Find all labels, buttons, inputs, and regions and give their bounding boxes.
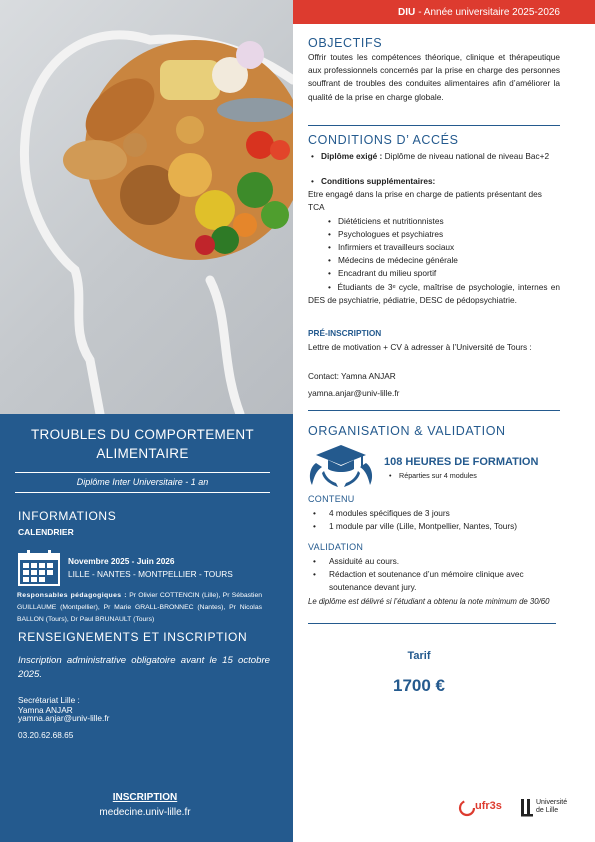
ufr3s-logo bbox=[458, 797, 510, 819]
conditions-heading: CONDITIONS D’ ACCÉS bbox=[308, 133, 459, 147]
secretariat-phone: 03.20.62.68.65 bbox=[18, 730, 74, 740]
calendrier-heading: CALENDRIER bbox=[18, 527, 74, 537]
universite-line2: de Lille bbox=[536, 807, 559, 814]
list-item bbox=[328, 228, 443, 241]
renseignements-heading: RENSEIGNEMENTS ET INSCRIPTION bbox=[18, 630, 248, 644]
contact-email[interactable]: yamna.anjar@univ-lille.fr bbox=[308, 388, 400, 398]
responsables-label: Responsables pédagogiques : bbox=[17, 592, 127, 599]
bullet-icon: • bbox=[313, 569, 316, 579]
bullet-icon: • bbox=[328, 255, 331, 265]
academic-year: - Année universitaire 2025-2026 bbox=[418, 6, 560, 18]
list-item bbox=[313, 568, 563, 594]
list-item-text: 4 modules spécifiques de 3 jours bbox=[329, 508, 450, 518]
bullet-icon: • bbox=[328, 229, 331, 239]
bullet-icon: • bbox=[313, 556, 316, 566]
divider bbox=[308, 410, 560, 411]
divider bbox=[15, 492, 270, 493]
secretariat-email[interactable]: yamna.anjar@univ-lille.fr bbox=[18, 713, 110, 723]
divider bbox=[308, 125, 560, 126]
tarif-label: Tarif bbox=[407, 650, 431, 662]
validation-heading: VALIDATION bbox=[308, 542, 364, 552]
list-item bbox=[313, 507, 450, 520]
info-panel bbox=[0, 414, 293, 842]
list-item bbox=[328, 267, 436, 280]
calendar-icon bbox=[18, 550, 60, 586]
informations-heading: INFORMATIONS bbox=[18, 509, 117, 523]
secretariat-label: Secrétariat Lille : bbox=[18, 695, 80, 705]
engaged-text: Etre engagé dans la prise en charge de patients présentant des TCA bbox=[308, 189, 542, 212]
hours-subtext: Réparties sur 4 modules bbox=[399, 471, 477, 480]
list-item bbox=[328, 254, 458, 267]
ufr3s-text: ufr3s bbox=[475, 800, 502, 812]
tarif-price: 1700 € bbox=[393, 676, 445, 695]
responsables-text: Pr Olivier COTTENCIN (Lille), Pr Sébastien GUILLAUME (Montpellier), Pr Marie GRALL-BRONNEC (Nantes), Pr Nicolas BALLON (Tours), Dr Paul BRUNAULT (Tours) bbox=[17, 592, 263, 623]
diplome-label: Diplôme exigé : bbox=[321, 151, 383, 161]
bullet-icon: • bbox=[311, 151, 314, 161]
diplome-item bbox=[311, 150, 561, 163]
divider bbox=[308, 623, 556, 624]
bullet-icon: • bbox=[313, 521, 316, 531]
ufr3s-emblem-icon bbox=[458, 799, 476, 817]
left-column bbox=[0, 0, 293, 842]
list-item bbox=[328, 215, 444, 228]
secretariat-name: Yamna ANJAR bbox=[18, 705, 73, 715]
graduation-cap-icon bbox=[306, 443, 376, 489]
bullet-icon: • bbox=[328, 268, 331, 278]
diu-label: DIU bbox=[398, 6, 416, 18]
website-link[interactable]: medecine.univ-lille.fr bbox=[99, 807, 191, 818]
inscription-note: Inscription administrative obligatoire avant le 15 octobre 2025. bbox=[18, 655, 270, 680]
lille-emblem-icon bbox=[520, 799, 534, 817]
list-item bbox=[313, 555, 399, 568]
list-item-text: Encadrant du milieu sportif bbox=[338, 268, 437, 278]
calendar-dates: Novembre 2025 - Juin 2026 bbox=[68, 556, 175, 566]
universite-lille-logo bbox=[520, 797, 580, 819]
validation-note: Le diplôme est délivré si l’étudiant a obtenu la note minimum de 30/60 bbox=[308, 597, 550, 606]
bullet-icon: • bbox=[389, 471, 392, 480]
objectifs-heading: OBJECTIFS bbox=[308, 36, 383, 50]
supp-label: Conditions supplémentaires: bbox=[321, 176, 436, 186]
bullet-icon: • bbox=[328, 216, 331, 226]
list-item bbox=[328, 241, 454, 254]
organisation-heading: ORGANISATION & VALIDATION bbox=[308, 424, 506, 438]
program-subtitle: Diplôme Inter Universitaire - 1 an bbox=[76, 477, 209, 487]
list-item-text: 1 module par ville (Lille, Montpellier, Nantes, Tours) bbox=[329, 521, 517, 531]
students-text: Étudiants de 3ᵉ cycle, maîtrise de psychologie, internes en DES de psychiatrie, pédiatrie, DESC de pédopsychiatrie. bbox=[308, 282, 561, 305]
bullet-icon: • bbox=[311, 176, 314, 186]
hours-heading: 108 HEURES DE FORMATION bbox=[384, 456, 539, 468]
diplome-text: Diplôme de niveau national de niveau Bac+2 bbox=[382, 151, 550, 161]
bullet-icon: • bbox=[328, 242, 331, 252]
hero-image bbox=[0, 0, 293, 414]
list-item bbox=[313, 520, 517, 533]
divider bbox=[15, 472, 270, 473]
header-bar bbox=[293, 0, 595, 24]
bullet-icon: • bbox=[313, 508, 316, 518]
preinscription-text: Lettre de motivation + CV à adresser à l’Université de Tours : bbox=[308, 342, 532, 352]
supp-item bbox=[311, 175, 435, 188]
head-food-illustration bbox=[0, 0, 293, 414]
universite-line1: Université bbox=[536, 799, 568, 806]
list-item-text: Infirmiers et travailleurs sociaux bbox=[338, 242, 455, 252]
program-title: TROUBLES DU COMPORTEMENT ALIMENTAIRE bbox=[31, 427, 254, 461]
list-item-text: Psychologues et psychiatres bbox=[338, 229, 444, 239]
list-item-text: Médecins de médecine générale bbox=[338, 255, 458, 265]
bullet-icon: • bbox=[328, 282, 338, 292]
calendar-cities: LILLE - NANTES - MONTPELLIER - TOURS bbox=[68, 569, 233, 579]
contact-text: Contact: Yamna ANJAR bbox=[308, 371, 396, 381]
hours-subitem bbox=[389, 471, 477, 481]
list-item-text: Diététiciens et nutritionnistes bbox=[338, 216, 444, 226]
students-item bbox=[308, 281, 560, 307]
contenu-heading: CONTENU bbox=[308, 494, 355, 504]
preinscription-heading: PRÉ-INSCRIPTION bbox=[308, 328, 382, 338]
list-item-text: Rédaction et soutenance d’un mémoire clinique avec soutenance devant jury. bbox=[329, 569, 524, 592]
objectifs-text: Offrir toutes les compétences théorique, clinique et thérapeutique aux professionnels concernés par la prise en charge des personnes souffrant de troubles des conduites alimentaires afin d’améliorer la qualité de la prise en charge globale. bbox=[308, 52, 560, 102]
inscription-link[interactable]: INSCRIPTION bbox=[112, 792, 178, 803]
responsables-block bbox=[17, 590, 262, 626]
right-column bbox=[293, 0, 595, 842]
list-item-text: Assiduité au cours. bbox=[329, 556, 400, 566]
